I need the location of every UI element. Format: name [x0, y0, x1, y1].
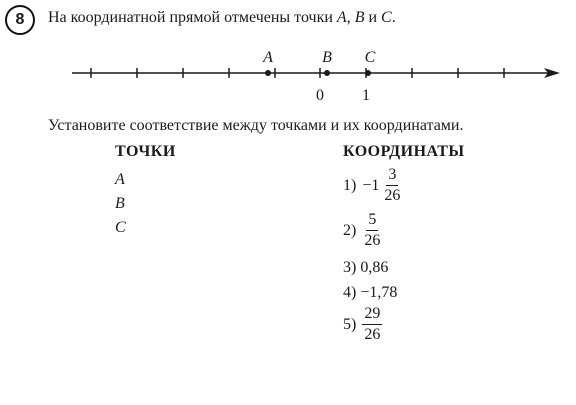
statement-point-b: B: [354, 9, 365, 26]
point-b-label: B: [322, 49, 332, 66]
statement-point-c: C: [381, 9, 392, 26]
option-value: −1,78: [360, 284, 398, 301]
statement-end: .: [391, 9, 396, 26]
fraction: [382, 167, 402, 204]
point-item-b: B: [115, 195, 125, 212]
statement-separator: ,: [346, 9, 355, 26]
fraction-numerator: 5: [366, 212, 378, 231]
option-label: 5): [343, 315, 357, 333]
points-header: ТОЧКИ: [115, 143, 176, 160]
fraction-denominator: 26: [364, 326, 381, 343]
fraction: [362, 212, 382, 249]
task-number: 8: [15, 11, 25, 28]
statement-point-a: A: [336, 9, 347, 26]
option-1: [343, 167, 402, 204]
tick-label-zero: 0: [316, 87, 324, 104]
fraction-numerator: 3: [386, 167, 398, 186]
option-2: [343, 212, 382, 249]
point-c-label: C: [364, 49, 376, 66]
option-label: 3): [343, 259, 357, 276]
coordinates-header: КООРДИНАТЫ: [343, 143, 465, 160]
option-value: 0,86: [360, 259, 389, 276]
statement-conjunction: и: [364, 9, 382, 26]
task-statement: [48, 9, 396, 27]
option-5: [343, 306, 382, 343]
option-3: [343, 259, 388, 277]
fraction-denominator: 26: [384, 187, 401, 204]
number-line: [0, 40, 576, 110]
option-4: [343, 284, 397, 302]
point-a-label: A: [263, 49, 273, 66]
fraction: [362, 306, 382, 343]
option-label: 1): [343, 176, 357, 194]
option-whole-part: −1: [362, 176, 380, 194]
point-c-marker: [365, 70, 371, 76]
point-item-c: C: [115, 219, 126, 236]
option-label: 2): [343, 221, 357, 239]
point-b-marker: [324, 70, 330, 76]
point-item-a: A: [115, 171, 125, 188]
instruction: Установите соответствие между точками и их координатами.: [48, 117, 464, 134]
point-a-marker: [265, 70, 271, 76]
fraction-denominator: 26: [364, 232, 381, 249]
task-number-badge: [5, 5, 35, 35]
fraction-numerator: 29: [362, 306, 382, 325]
tick-label-one: 1: [362, 87, 370, 104]
statement-prefix: На координатной прямой отмечены точки: [48, 9, 337, 26]
option-label: 4): [343, 284, 357, 301]
